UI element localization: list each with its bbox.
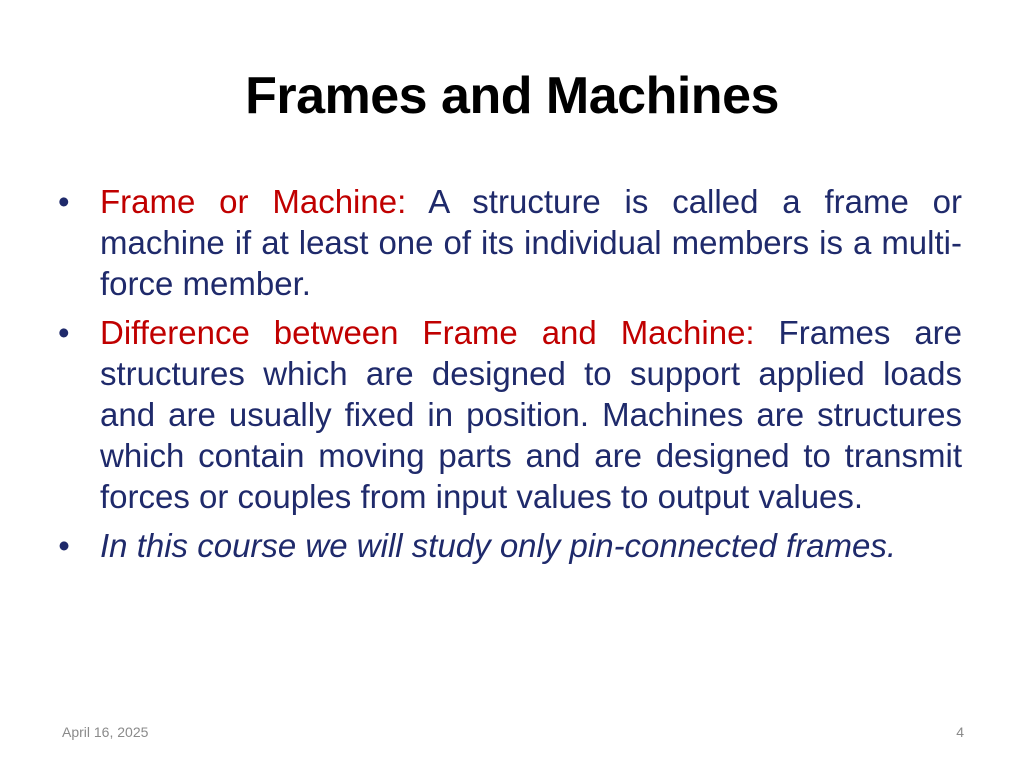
bullet-icon: • xyxy=(58,314,70,351)
bullet-icon: • xyxy=(58,183,70,220)
bullet-text: Frames are structures which are designed to support applied loads and are usually fixed in position. Machines are structures which contain moving parts and are designed to transmit forces or couples from input values to output values. xyxy=(100,314,963,515)
slide-body xyxy=(56,181,962,574)
bullet-item xyxy=(56,525,962,566)
bullet-item xyxy=(56,181,962,304)
bullet-icon: • xyxy=(58,527,70,564)
bullet-item xyxy=(56,312,962,517)
slide-title: Frames and Machines xyxy=(245,67,779,125)
footer-page-number: 4 xyxy=(956,724,964,740)
bullet-lead: Frame or Machine: xyxy=(100,183,407,220)
bullet-lead: Difference between Frame and Machine: xyxy=(100,314,755,351)
bullet-text: A structure is called a frame or machine if at least one of its individual members is a multi-force member. xyxy=(100,183,962,302)
bullet-text: In this course we will study only pin-connected frames. xyxy=(100,527,897,564)
footer-date: April 16, 2025 xyxy=(62,724,149,740)
